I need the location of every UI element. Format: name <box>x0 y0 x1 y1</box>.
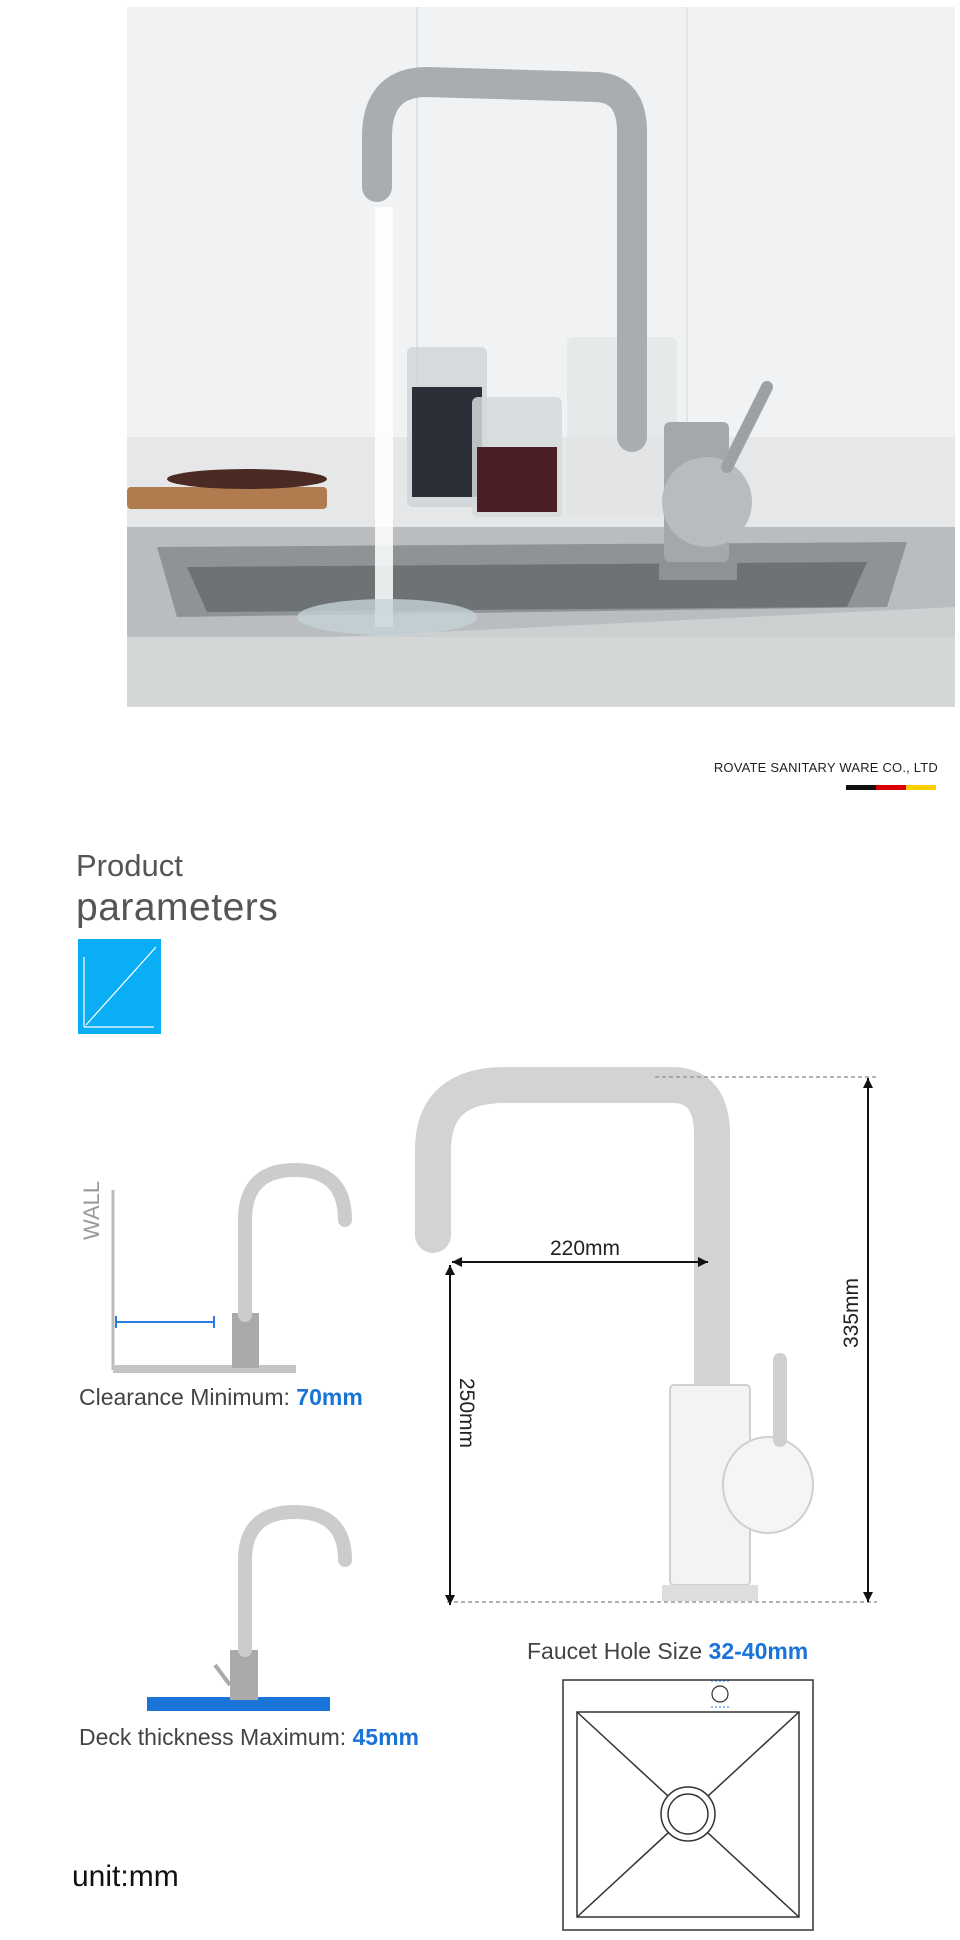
wall-label: WALL <box>79 1180 104 1240</box>
faucet-base-small-2 <box>230 1650 258 1700</box>
section-title-line2: parameters <box>76 886 279 929</box>
hole-size-spec <box>527 1638 808 1665</box>
deck-label: Deck thickness Maximum: <box>79 1724 347 1750</box>
flag-stripe <box>846 785 936 790</box>
company-name: ROVATE SANITARY WARE CO., LTD <box>713 760 938 775</box>
chart-corner-icon <box>78 939 161 1034</box>
section-title-line1: Product <box>76 848 183 883</box>
clearance-value: 70mm <box>296 1384 363 1410</box>
faucet-hole <box>712 1686 728 1702</box>
hole-size-value: 32-40mm <box>708 1638 809 1664</box>
total-height-label: 335mm <box>840 1277 863 1348</box>
spout-height-label: 250mm <box>455 1378 478 1449</box>
deck-base <box>113 1365 296 1373</box>
clearance-spec <box>79 1384 363 1411</box>
faucet-spout-small-2 <box>245 1512 345 1650</box>
deck-spec <box>79 1724 419 1751</box>
unit-note: unit:mm <box>72 1860 179 1893</box>
hero-product-photo <box>127 7 955 707</box>
clearance-label: Clearance Minimum: <box>79 1384 290 1410</box>
faucet-spout-small <box>245 1170 345 1315</box>
hole-size-label: Faucet Hole Size <box>527 1638 703 1664</box>
faucet-dimension-diagram <box>0 1060 960 1940</box>
deck-value: 45mm <box>352 1724 419 1750</box>
spout-reach-label: 220mm <box>550 1237 621 1260</box>
